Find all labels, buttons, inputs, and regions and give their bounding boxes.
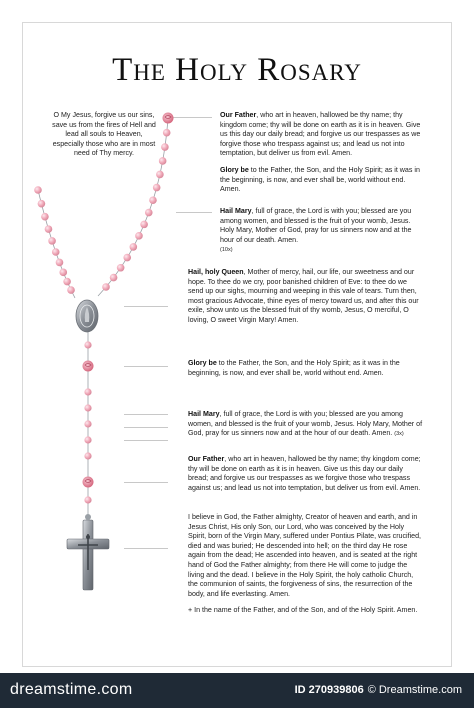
rosary-bead [123,254,131,262]
rosary-bead [67,286,75,294]
rosary-bead [140,221,148,229]
rosary-bead [145,209,153,217]
rosary-bead [59,269,67,277]
prayer-apostles-creed: I believe in God, the Father almighty, Creator of heaven and earth, and in Jesus Christ, His only Son, our Lord, who was conceived by the Holy Spirit, born of the Virgin Mary, suffered under Pontius Pilate, was crucified, died and was buried; He descended into hell; on the third day He rose again from the dead; He ascended into heaven, and is seated at the right hand of God the Father almighty; from there He will come to judge the living and the dead. I believe in the Holy Spirit, the holy catholic Church, the communion of saints, the forgiveness of sins, the resurrection of the body, and life everlasting. Amen. [188,513,422,598]
rose-bead-icon [83,477,94,488]
rosary-bead [163,129,171,137]
repeat-count: (10x) [220,247,233,254]
rosary-bead [45,225,53,233]
repeat-count: (3x) [394,431,404,438]
watermark-footer [0,673,474,708]
rosary-bead [156,171,164,179]
rosary-bead [159,157,167,165]
rosary-bead [84,452,91,459]
prayer-our-father-1: Our Father, who art in heaven, hallowed be thy name; thy kingdom come; thy will be done on earth as it is in heaven. Give us this day our daily bread; and forgive us our trespasses as we forgive those who trespass against us; and lead us not into temptation, but deliver us from evil. Amen. [220,111,421,158]
prayer-sign-of-cross: + In the name of the Father, and of the Son, and of the Holy Spirit. Amen. [188,606,418,614]
rosary-bead [84,420,91,427]
rosary-bead [130,243,138,251]
rosary-bead [117,264,125,272]
prayer-glory-be-1: Glory be to the Father, the Son, and the Holy Spirit; as it was in the beginning, is now, and ever shall be, world without end. Amen. [220,166,420,194]
rosary-bead [52,248,60,256]
rosary-bead [149,196,157,204]
image-credit: ID 270939806 © Dreamstime.com [294,684,462,696]
medal-icon [76,300,98,332]
rosary-bead [110,274,118,282]
rosary-bead [135,232,143,240]
fatima-prayer: O My Jesus, forgive us our sins, save us from the fires of Hell and lead all souls to Heaven, especially those who are in most need of Thy mercy. [52,111,156,158]
rosary-bead [102,283,110,291]
page-title: The Holy Rosary [112,52,362,88]
rosary-bead [84,496,91,503]
rosary-bead [84,341,91,348]
rosary-bead [38,200,46,208]
prayer-hail-mary-1: Hail Mary, full of grace, the Lord is with you; blessed are you among women, and blessed is the fruit of your womb, Jesus. Holy Mary, Mother of God, pray for us sinners now and at the hour of our death. Amen. (10x) [220,207,412,254]
rosary-bead [153,184,161,192]
rosary-bead [34,186,42,194]
rosary-bead [63,278,71,286]
rose-bead-icon [83,361,94,372]
prayer-hail-mary-2: Hail Mary, full of grace, the Lord is with you; blessed are you among women, and blessed is the fruit of your womb, Jesus. Holy Mary, Mother of God, pray for us sinners now and at the hour of our death. Amen. (3x) [188,410,423,438]
prayer-glory-be-2: Glory be to the Father, the Son, and the Holy Spirit; as it was in the beginning, is now, and ever shall be, world without end. Amen. [188,359,400,377]
crucifix-icon [67,514,109,590]
rosary-bead [84,436,91,443]
prayer-hail-holy-queen: Hail, holy Queen, Mother of mercy, hail, our life, our sweetness and our hope. To thee do we cry, poor banished children of Eve: to thee do we send up our sighs, mourning and weeping in this vale of tears. Turn then, most gracious Advocate, thine eyes of mercy toward us, and after this our exile, show unto us the blessed fruit of thy womb, Jesus, O merciful, O loving, O sweet Virgin Mary! Amen. [188,268,419,324]
prayer-our-father-2: Our Father, who art in heaven, hallowed be thy name; thy kingdom come; thy will be done on earth as it is in heaven. Give us this day our daily bread; and forgive us our trespasses as we forgive those who trespass against us; and lead us not into temptation, but deliver us from evil. Amen. [188,455,421,492]
rose-bead-icon [163,113,174,124]
rosary-bead [84,388,91,395]
rosary-bead [41,213,49,221]
rosary-bead [84,404,91,411]
rosary-bead [161,143,169,151]
rosary-bead [56,259,64,267]
brand-logo: dreamstime.com [10,681,133,698]
rosary-bead [48,237,56,245]
